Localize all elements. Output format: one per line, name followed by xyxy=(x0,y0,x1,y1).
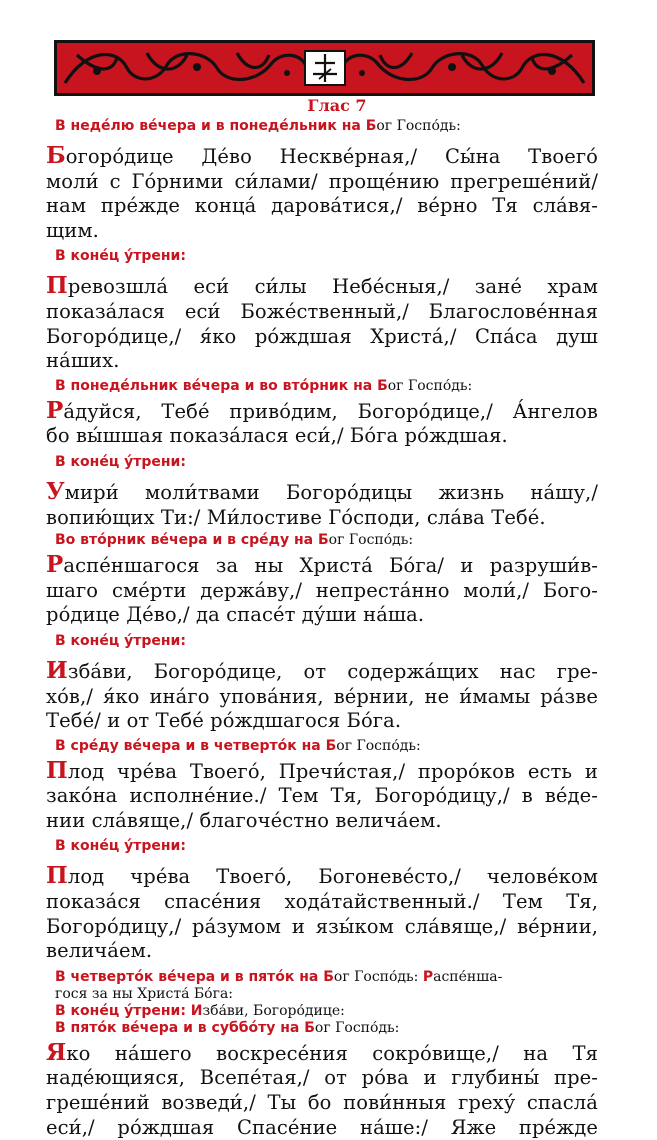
drop-cap: Я xyxy=(46,1038,67,1066)
rubric-thursday-evening: В четверто́к ве́чера и в пято́к на Бог Госпо́дь: Распе́нша- xyxy=(55,968,503,985)
rubric-end-of-matins: В коне́ц у́трени: xyxy=(55,838,186,855)
drop-cap: У xyxy=(46,477,65,505)
rubric-tuesday-evening: Во вто́рник ве́чера и в сре́ду на Бог Госпо́дь: xyxy=(55,532,414,549)
hymn-text-3: Ра́дуйся, Тебе́ приво́дим, Богоро́дице,/ А́нгелов бо вы́шшая показа́лася еси́,/ Бо́га ро́ждшая. xyxy=(46,396,598,448)
rubric-end-of-matins: В коне́ц у́трени: xyxy=(55,453,186,470)
drop-cap: П xyxy=(46,272,68,300)
rubric-end-of-matins: В коне́ц у́трени: xyxy=(55,632,186,649)
ornament-headpiece xyxy=(54,40,595,96)
drop-cap: И xyxy=(46,656,68,684)
drop-cap: Р xyxy=(46,551,64,579)
drop-cap: П xyxy=(46,862,68,890)
drop-cap: Р xyxy=(46,396,64,424)
page-title: Глас 7 xyxy=(307,96,367,115)
hymn-text-8: Плод чре́ва Твоего́, Богоневе́сто,/ челове́ком показа́ся спасе́ния хода́тайственный./ Тем Тя, Богоро́дицу,/ ра́зумом и язы́ком сла́вяще,/ ве́рнии, велича́ем. xyxy=(46,862,598,963)
rubric-friday-evening: В пято́к ве́чера и в суббо́ту на Бог Госпо́дь: xyxy=(55,1019,400,1036)
hymn-text-2: Превозшла́ еси́ си́лы Небе́сныя,/ зане́ храм показа́лася еси́ Боже́ственный,/ Благослове́нная Богоро́дице,/ я́ко ро́ждшая Христа́,/ Спа́са душ на́ших. xyxy=(46,272,598,373)
hymn-text-6: Изба́ви, Богоро́дице, от содержа́щих нас гре- хо́в,/ я́ко ина́го упова́ния, ве́рнии, не и́мамы ра́зве Тебе́/ и от Тебе́ ро́ждшагося Бо́га. xyxy=(46,656,598,733)
rubric-end-of-matins: В коне́ц у́трени: xyxy=(55,248,186,265)
rubric-thursday-evening-cont: гося за ны Христа́ Бо́га: xyxy=(55,985,234,1002)
rubric-sunday-evening: В неде́лю ве́чера и в понеде́льник на Бог Госпо́дь: xyxy=(55,118,461,134)
drop-cap: П xyxy=(46,756,68,784)
hymn-text-5: Распе́ншагося за ны Христа́ Бо́га/ и разруши́в- шаго сме́рти держа́ву,/ непреста́нно моли́,/ Бого- ро́дице Де́во,/ да спасе́т ду́ши на́ша. xyxy=(46,551,598,627)
ornament-headpiece-icon xyxy=(57,43,592,93)
hymn-text-7: Плод чре́ва Твоего́, Пречи́стая,/ проро́ков есть и зако́на исполне́ние./ Тем Тя, Богоро́дицу,/ в ве́де- нии сла́вяще,/ благоче́стно велича́ем. xyxy=(46,756,598,832)
hymn-text-11: Яко на́шего воскресе́ния сокро́вище,/ на Тя наде́ющияся, Всепе́тая,/ от ро́ва и глубины́ пре- греше́ний возведи́,/ Ты бо пови́нныя греху́ спасла́ еси́,/ ро́ждшая Спасе́ние на́ше:/ Яже пре́жде xyxy=(46,1038,598,1139)
page-content xyxy=(46,96,598,1140)
rubric-wednesday-evening: В сре́ду ве́чера и в четверто́к на Бог Госпо́дь: xyxy=(55,737,421,754)
drop-cap: Б xyxy=(46,142,66,169)
hymn-text-1: Богоро́дице Де́во Нескве́рная,/ Сы́на Твоего́ моли́ с Го́рними си́лами/ проще́нию прегреше́ний/ нам пре́жде конца́ дарова́тися,/ ве́рно Тя сла́вя- щим. xyxy=(46,142,598,242)
hymn-text-4: Умири́ моли́твами Богоро́дицы жизнь на́шу,/ вопию́щих Ти:/ Ми́лостиве Го́споди, сла́ва Тебе́. xyxy=(46,477,598,529)
rubric-end-of-matins: В коне́ц у́трени: Изба́ви, Богоро́дице: xyxy=(55,1002,345,1019)
rubric-monday-evening: В понеде́льник ве́чера и во вто́рник на Бог Госпо́дь: xyxy=(55,377,473,394)
